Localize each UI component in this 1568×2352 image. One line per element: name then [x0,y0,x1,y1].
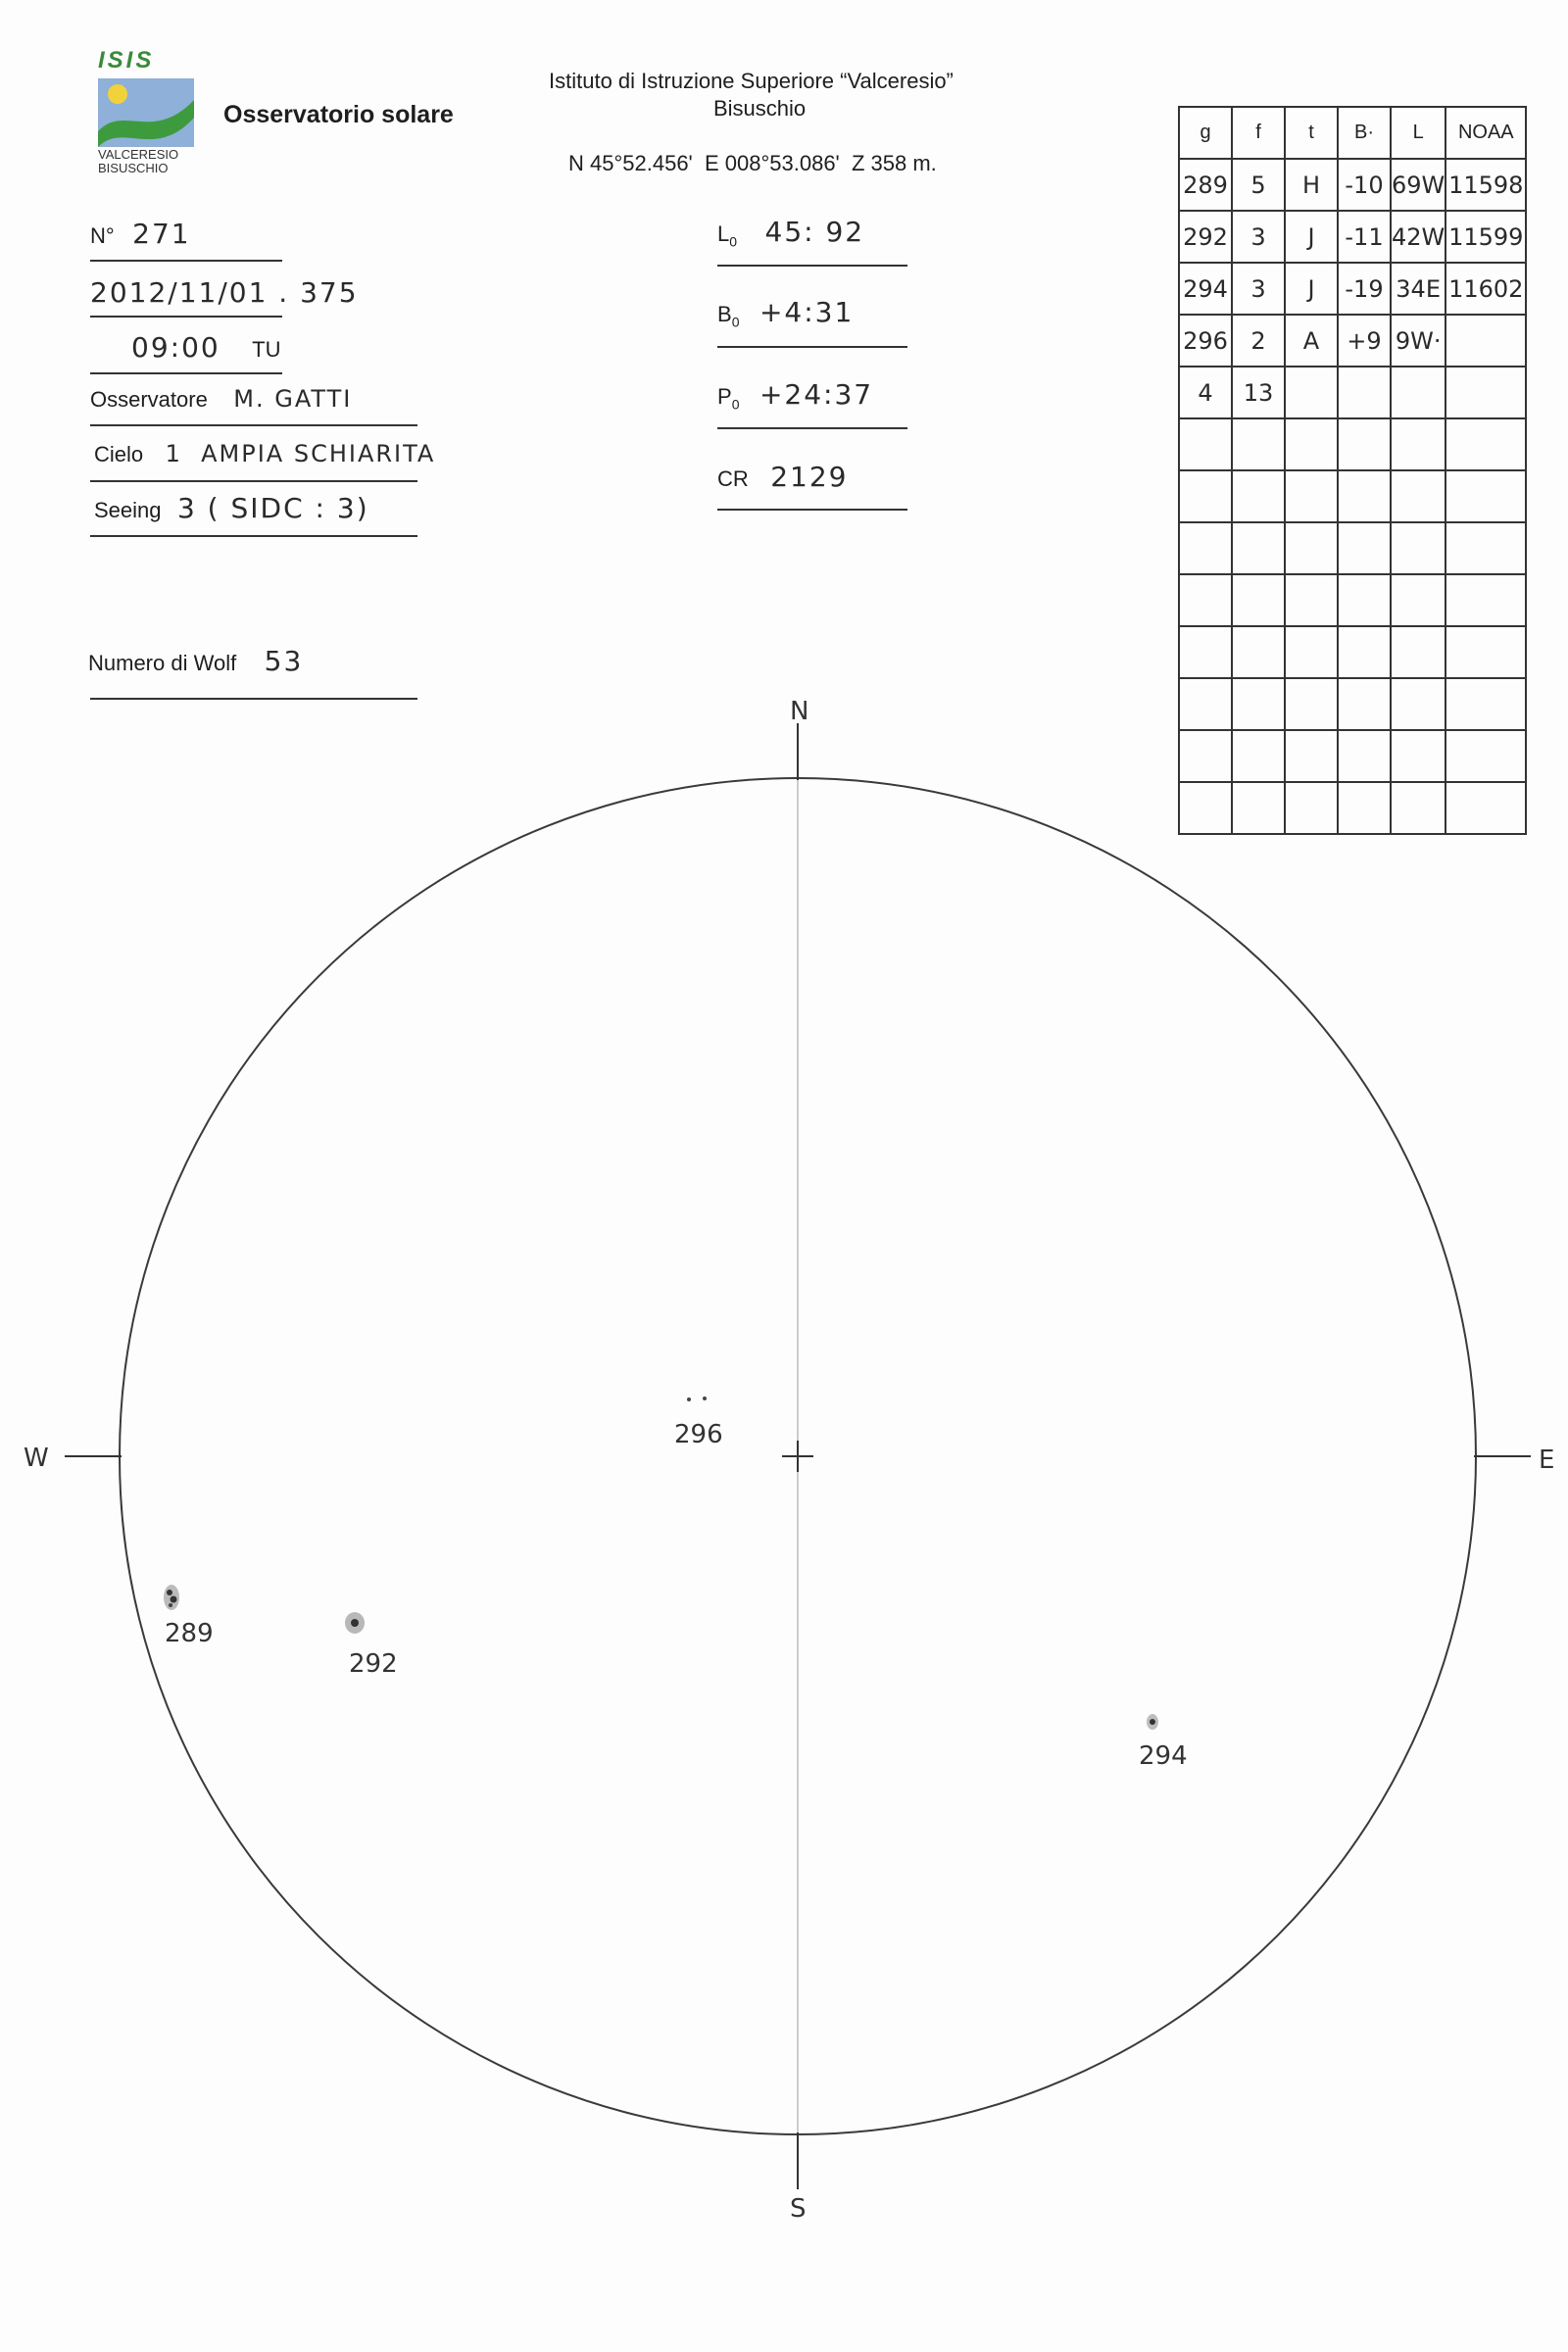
observation-number [90,218,191,250]
table-row [1179,367,1526,418]
group-label-292: 292 [349,1649,398,1679]
table-cell [1285,522,1338,574]
north-label: N [790,697,809,726]
table-cell: H [1285,159,1338,211]
table-cell [1338,367,1391,418]
table-cell: 292 [1179,211,1232,263]
seeing-value: 3 ( SIDC : 3) [176,492,369,524]
table-cell: 2 [1232,315,1285,367]
table-cell [1285,470,1338,522]
table-cell [1446,470,1526,522]
sunspot-group-292 [345,1612,398,1679]
table-row [1179,211,1526,263]
cr-label: CR [717,466,749,491]
p0-value: +24:37 [759,378,874,411]
institute-line-2: Bisuschio [713,96,807,121]
solar-disk-drawing [0,686,1568,2352]
table-cell: 9W· [1391,315,1446,367]
table-cell [1338,574,1391,626]
b0-label: $B_0$ [717,302,740,330]
number-value: 271 [132,218,191,250]
observer-row [90,385,352,413]
group-label-289: 289 [165,1619,214,1648]
table-cell [1391,367,1446,418]
cr-value: 2129 [770,461,849,493]
table-cell: 42W [1391,211,1446,263]
p0-row [717,378,873,412]
table-cell: 11598 [1446,159,1526,211]
group-label-296: 296 [674,1420,723,1449]
number-label: N° [90,223,115,248]
table-cell [1446,574,1526,626]
table-header-cell: L [1391,107,1446,159]
table-cell [1338,470,1391,522]
table-cell [1232,626,1285,678]
time-unit: TU [252,337,281,362]
table-row [1179,522,1526,574]
table-cell [1179,574,1232,626]
table-cell: 34E [1391,263,1446,315]
l0-label: $L_0$ [717,221,738,250]
l0-value: 45: 92 [764,216,865,248]
p0-label: $P_0$ [717,384,740,413]
table-cell [1179,522,1232,574]
sky-row [94,440,435,467]
logo [94,47,202,179]
table-cell: 13 [1232,367,1285,418]
table-header-cell: f [1232,107,1285,159]
table-header-cell: t [1285,107,1338,159]
table-cell [1179,626,1232,678]
cr-row [717,461,849,493]
group-label-294: 294 [1139,1741,1188,1771]
institute-line-1: Istituto di Istruzione Superiore “Valceresio” [549,69,954,93]
table-cell: J [1285,211,1338,263]
table-cell [1285,367,1338,418]
table-cell [1179,470,1232,522]
table-cell [1446,418,1526,470]
table-cell [1232,574,1285,626]
table-row [1179,470,1526,522]
table-cell [1232,418,1285,470]
table-row [1179,418,1526,470]
table-cell: 11599 [1446,211,1526,263]
b0-value: +4:31 [759,296,855,328]
sunspot-group-294 [1139,1714,1188,1771]
wolf-row [88,645,303,677]
table-cell [1391,418,1446,470]
table-cell [1285,418,1338,470]
time-value: 09:00 [131,331,220,364]
table-cell: A [1285,315,1338,367]
wolf-label: Numero di Wolf [88,651,237,675]
table-cell: 3 [1232,211,1285,263]
seeing-label: Seeing [94,498,162,522]
sky-value: 1 AMPIA SCHIARITA [165,440,436,467]
logo-caption-2: BISUSCHIO [98,161,169,175]
seeing-row [94,492,369,524]
observatory-title: Osservatorio solare [223,101,454,128]
east-label: E [1539,1446,1555,1475]
table-row [1179,159,1526,211]
l0-row [717,216,864,249]
b0-row [717,296,854,329]
table-cell [1446,367,1526,418]
table-cell [1446,522,1526,574]
table-cell: +9 [1338,315,1391,367]
table-header-row [1179,107,1526,159]
wolf-value: 53 [264,645,304,677]
table-header-cell: NOAA [1446,107,1526,159]
site-coordinates: N 45°52.456' E 008°53.086' Z 358 m. [568,151,937,175]
table-cell [1285,626,1338,678]
table-cell [1391,626,1446,678]
table-cell: 296 [1179,315,1232,367]
observation-date: 2012/11/01 . 375 [90,276,359,309]
table-cell [1338,418,1391,470]
table-cell [1232,522,1285,574]
table-cell [1285,574,1338,626]
table-row [1179,626,1526,678]
table-cell: 69W [1391,159,1446,211]
table-cell [1179,418,1232,470]
table-row [1179,263,1526,315]
table-row [1179,315,1526,367]
table-cell [1338,522,1391,574]
table-cell: 11602 [1446,263,1526,315]
logo-emblem [94,74,202,153]
table-cell [1391,470,1446,522]
table-cell: -11 [1338,211,1391,263]
table-cell: 4 [1179,367,1232,418]
table-cell [1232,470,1285,522]
south-label: S [790,2194,807,2224]
table-cell: 3 [1232,263,1285,315]
table-cell: 294 [1179,263,1232,315]
table-header-cell: g [1179,107,1232,159]
west-label: W [24,1444,49,1473]
observer-value: M. GATTI [233,385,353,413]
table-cell: 289 [1179,159,1232,211]
table-cell: -19 [1338,263,1391,315]
sunspot-group-289 [164,1585,214,1648]
table-header-cell: B· [1338,107,1391,159]
table-cell: J [1285,263,1338,315]
sky-label: Cielo [94,442,144,466]
table-cell: 5 [1232,159,1285,211]
observer-label: Osservatore [90,387,208,412]
observation-time [131,331,280,364]
logo-wordmark: ISIS [98,47,155,74]
table-cell [1391,522,1446,574]
table-cell [1391,574,1446,626]
table-row [1179,574,1526,626]
table-cell [1446,626,1526,678]
table-cell [1446,315,1526,367]
logo-caption-1: VALCERESIO [98,147,179,162]
table-cell: -10 [1338,159,1391,211]
table-cell [1338,626,1391,678]
sunspot-group-296 [674,1396,723,1449]
